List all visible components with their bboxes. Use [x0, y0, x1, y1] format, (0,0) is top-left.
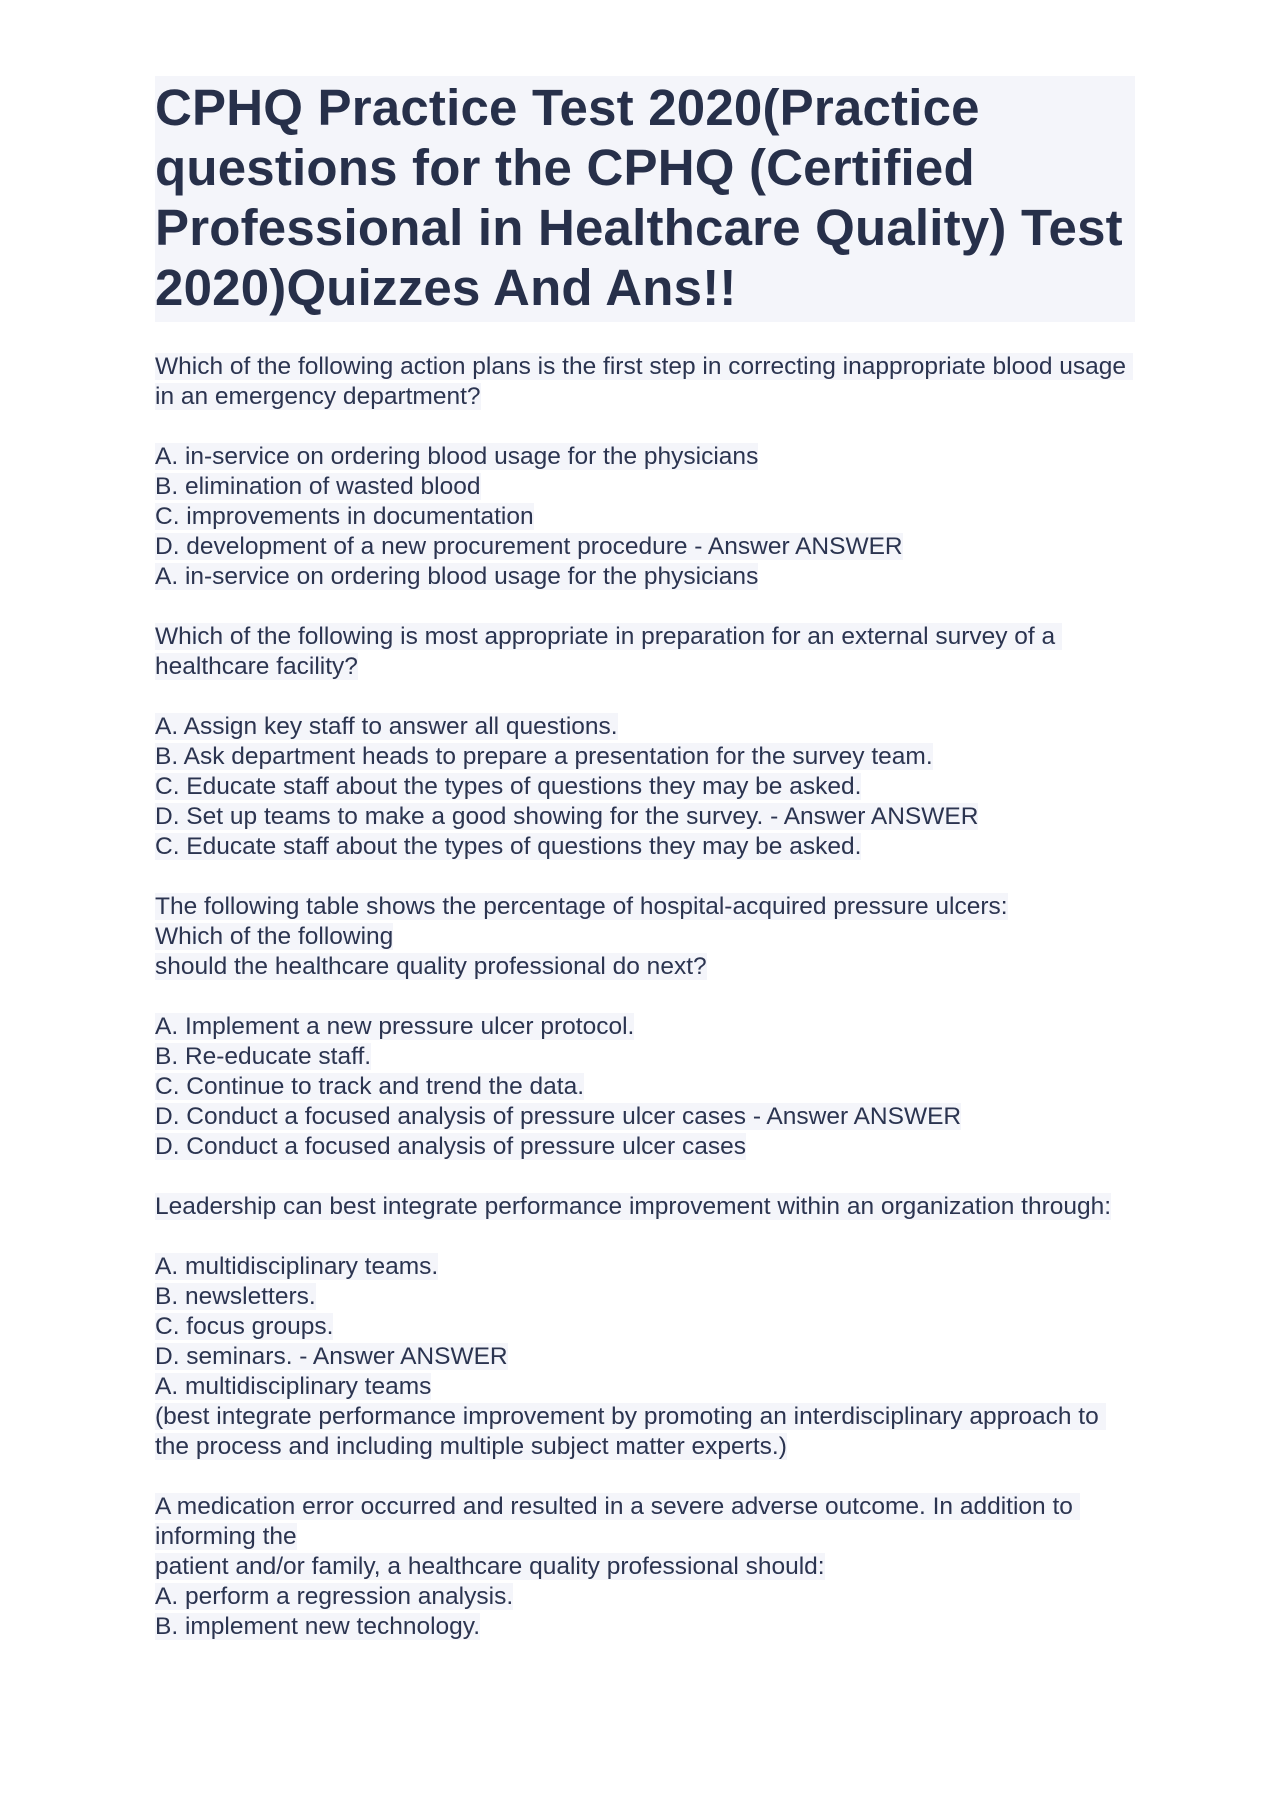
- question-stem: A medication error occurred and resulted in a severe adverse outcome. In addition to informing the: [155, 1493, 1080, 1550]
- question-stem-continued: Which of the following: [155, 923, 394, 950]
- question-stem: Which of the following is most appropriate in preparation for an external survey of a healthcare facility?: [155, 623, 1062, 680]
- correct-answer: C. Educate staff about the types of questions they may be asked.: [155, 833, 862, 860]
- question-block-2: [155, 622, 1135, 862]
- answer-option-a: A. Assign key staff to answer all questions.: [155, 713, 618, 740]
- answer-option-c: C. focus groups.: [155, 1313, 334, 1340]
- question-stem-continued: patient and/or family, a healthcare quality professional should:: [155, 1553, 825, 1580]
- answer-option-d: D. seminars. - Answer ANSWER: [155, 1343, 508, 1370]
- question-block-4: [155, 1192, 1135, 1462]
- question-stem: Which of the following action plans is the first step in correcting inappropriate blood usage in an emergency department?: [155, 353, 1133, 410]
- answer-option-b: B. elimination of wasted blood: [155, 473, 481, 500]
- question-block-5: [155, 1492, 1135, 1642]
- question-stem: Leadership can best integrate performance improvement within an organization through:: [155, 1193, 1112, 1220]
- answer-option-a: A. multidisciplinary teams.: [155, 1253, 439, 1280]
- document-page: [155, 76, 1135, 1672]
- answer-option-d: D. development of a new procurement procedure - Answer ANSWER: [155, 533, 903, 560]
- answer-option-b: B. implement new technology.: [155, 1613, 481, 1640]
- answer-option-a: A. Implement a new pressure ulcer protocol.: [155, 1013, 635, 1040]
- answer-option-d: D. Conduct a focused analysis of pressure ulcer cases - Answer ANSWER: [155, 1103, 962, 1130]
- question-block-3: [155, 892, 1135, 1162]
- question-stem-continued: should the healthcare quality professional do next?: [155, 953, 707, 980]
- answer-option-d: D. Set up teams to make a good showing for the survey. - Answer ANSWER: [155, 803, 979, 830]
- answer-option-a: A. in-service on ordering blood usage for the physicians: [155, 443, 759, 470]
- question-stem: The following table shows the percentage of hospital-acquired pressure ulcers:: [155, 893, 1008, 920]
- answer-option-c: C. Continue to track and trend the data.: [155, 1073, 585, 1100]
- answer-explanation: (best integrate performance improvement by promoting an interdisciplinary approach to the process and including multiple subject matter experts.): [155, 1403, 1106, 1460]
- answer-option-c: C. Educate staff about the types of questions they may be asked.: [155, 773, 862, 800]
- answer-option-b: B. Ask department heads to prepare a presentation for the survey team.: [155, 743, 933, 770]
- document-title: CPHQ Practice Test 2020(Practice questions for the CPHQ (Certified Professional in Healthcare Quality) Test 2020)Quizzes And Ans!!: [155, 79, 1123, 316]
- answer-option-b: B. newsletters.: [155, 1283, 316, 1310]
- correct-answer: A. in-service on ordering blood usage for the physicians: [155, 563, 759, 590]
- document-title-block: [155, 76, 1135, 322]
- answer-option-b: B. Re-educate staff.: [155, 1043, 372, 1070]
- answer-option-a: A. perform a regression analysis.: [155, 1583, 514, 1610]
- question-block-1: [155, 352, 1135, 592]
- correct-answer: A. multidisciplinary teams: [155, 1373, 432, 1400]
- correct-answer: D. Conduct a focused analysis of pressure ulcer cases: [155, 1133, 747, 1160]
- answer-option-c: C. improvements in documentation: [155, 503, 534, 530]
